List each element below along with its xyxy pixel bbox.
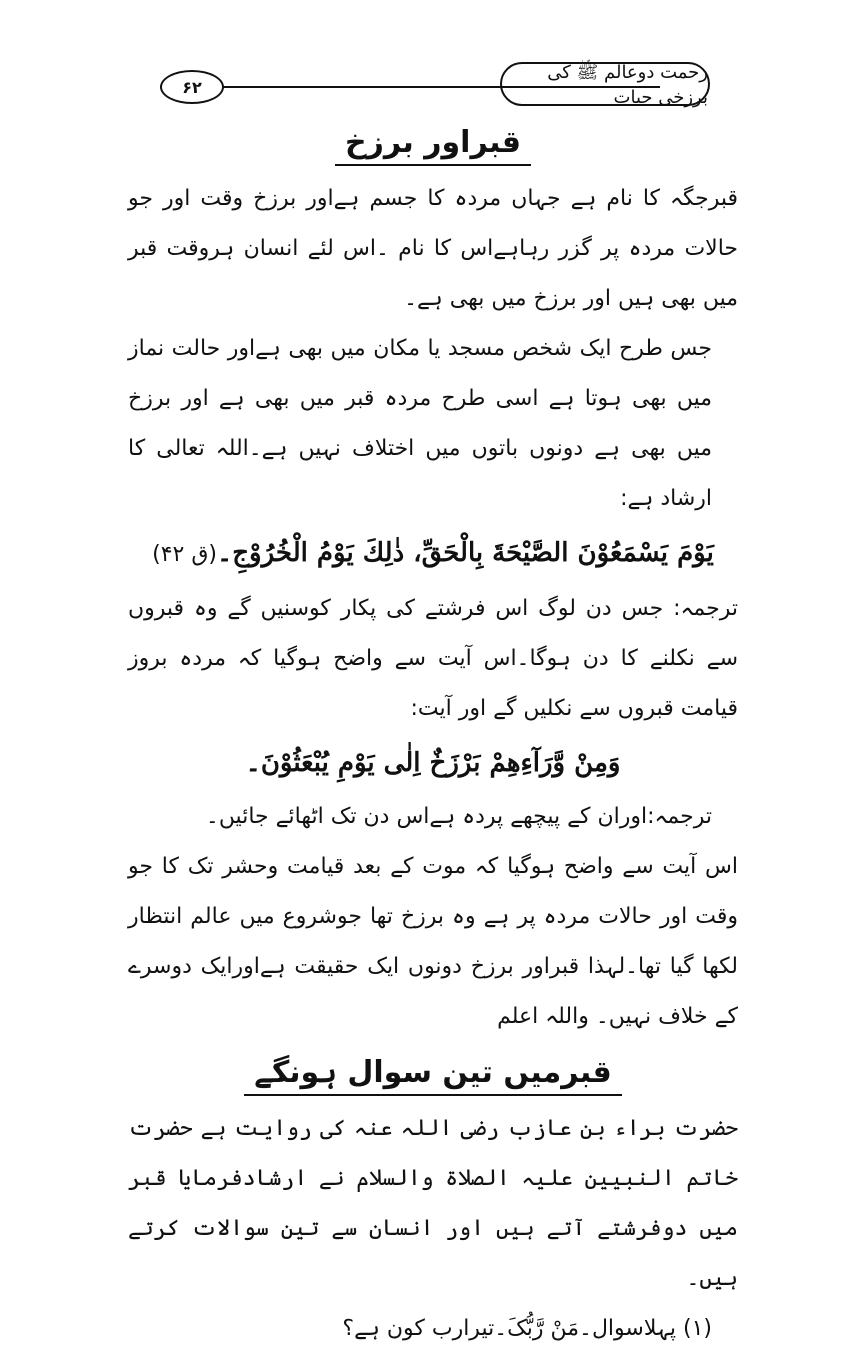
translation-verse-2: ترجمہ:اوران کے پیچھے پردہ ہےاس دن تک اٹھائے جائیں۔ (205, 804, 712, 829)
paragraph-conclusion: اس آیت سے واضح ہوگیا کہ موت کے بعد قیامت وحشر تک کا جو وقت اور حالات مردہ پر ہے وہ برزخ تھا جوشروع میں عالم انتظار لکھا گیا تھا۔لہذا قبراور برزخ دونوں ایک حقیقت ہےاورایک دوسرے کے خلاف نہیں۔ واللہ اعلم (128, 854, 738, 1029)
quran-verse-1: يَوْمَ يَسْمَعُوْنَ الصَّيْحَةَ بِالْحَقِّ، ذٰلِكَ يَوْمُ الْخُرُوْجِ۔(ق ۴۲) (152, 538, 714, 568)
verse-reference: (ق ۴۲) (152, 542, 218, 567)
translation-verse-1: ترجمہ: جس دن لوگ اس فرشتے کی پکار کوسنیں گے وہ قبروں سے نکلنے کا دن ہوگا۔اس آیت سے واضح ہوگیا کہ مردہ بروز قیامت قبروں سے نکلیں گے اور آیت: (128, 596, 738, 721)
quran-verse-2: وَمِنْ وَّرَآءِهِمْ بَرْزَخٌ اِلٰى يَوْمِ يُبْعَثُوْنَ۔ (245, 748, 621, 778)
paragraph-analogy: جس طرح ایک شخص مسجد یا مکان میں بھی ہےاور حالت نماز میں بھی ہوتا ہے اسی طرح مردہ قبر میں بھی ہے اور برزخ میں بھی ہے دونوں باتوں میں اختلاف نہیں ہے۔اللہ تعالی کا ارشاد ہے: (128, 336, 712, 511)
paragraph-hadith: حضرت براء بن عازب رضی اللہ عنہ کی روایت ہے حضرت خاتم النبیین علیہ الصلاۃ والسلام نے ارشادفرمایا قبر میں دوفرشتے آتے ہیں اور انسان سے تین سوالات کرتے ہیں۔ (128, 1116, 738, 1291)
paragraph-grave-definition: قبرجگہ کا نام ہے جہاں مردہ کا جسم ہےاور برزخ وقت اور جو حالات مردہ پر گزر رہاہےاس کا نام ۔اس لئے انسان ہروقت قبر میں بھی ہیں اور برزخ میں بھی ہے۔ (128, 186, 738, 311)
section-heading-three-questions: قبرمیں تین سوال ہونگے (128, 1042, 738, 1104)
running-title: رحمت دوعالم ﷺ کی برزخی حیات (500, 62, 710, 106)
question-one: (۱) پہلاسوال۔مَنْ رَّبُّکَ۔تیرارب کون ہے؟ (342, 1316, 712, 1341)
page-content (128, 112, 738, 1354)
section-heading-grave-barzakh: قبراور برزخ (128, 112, 738, 174)
page-number: ۶۲ (160, 70, 224, 104)
